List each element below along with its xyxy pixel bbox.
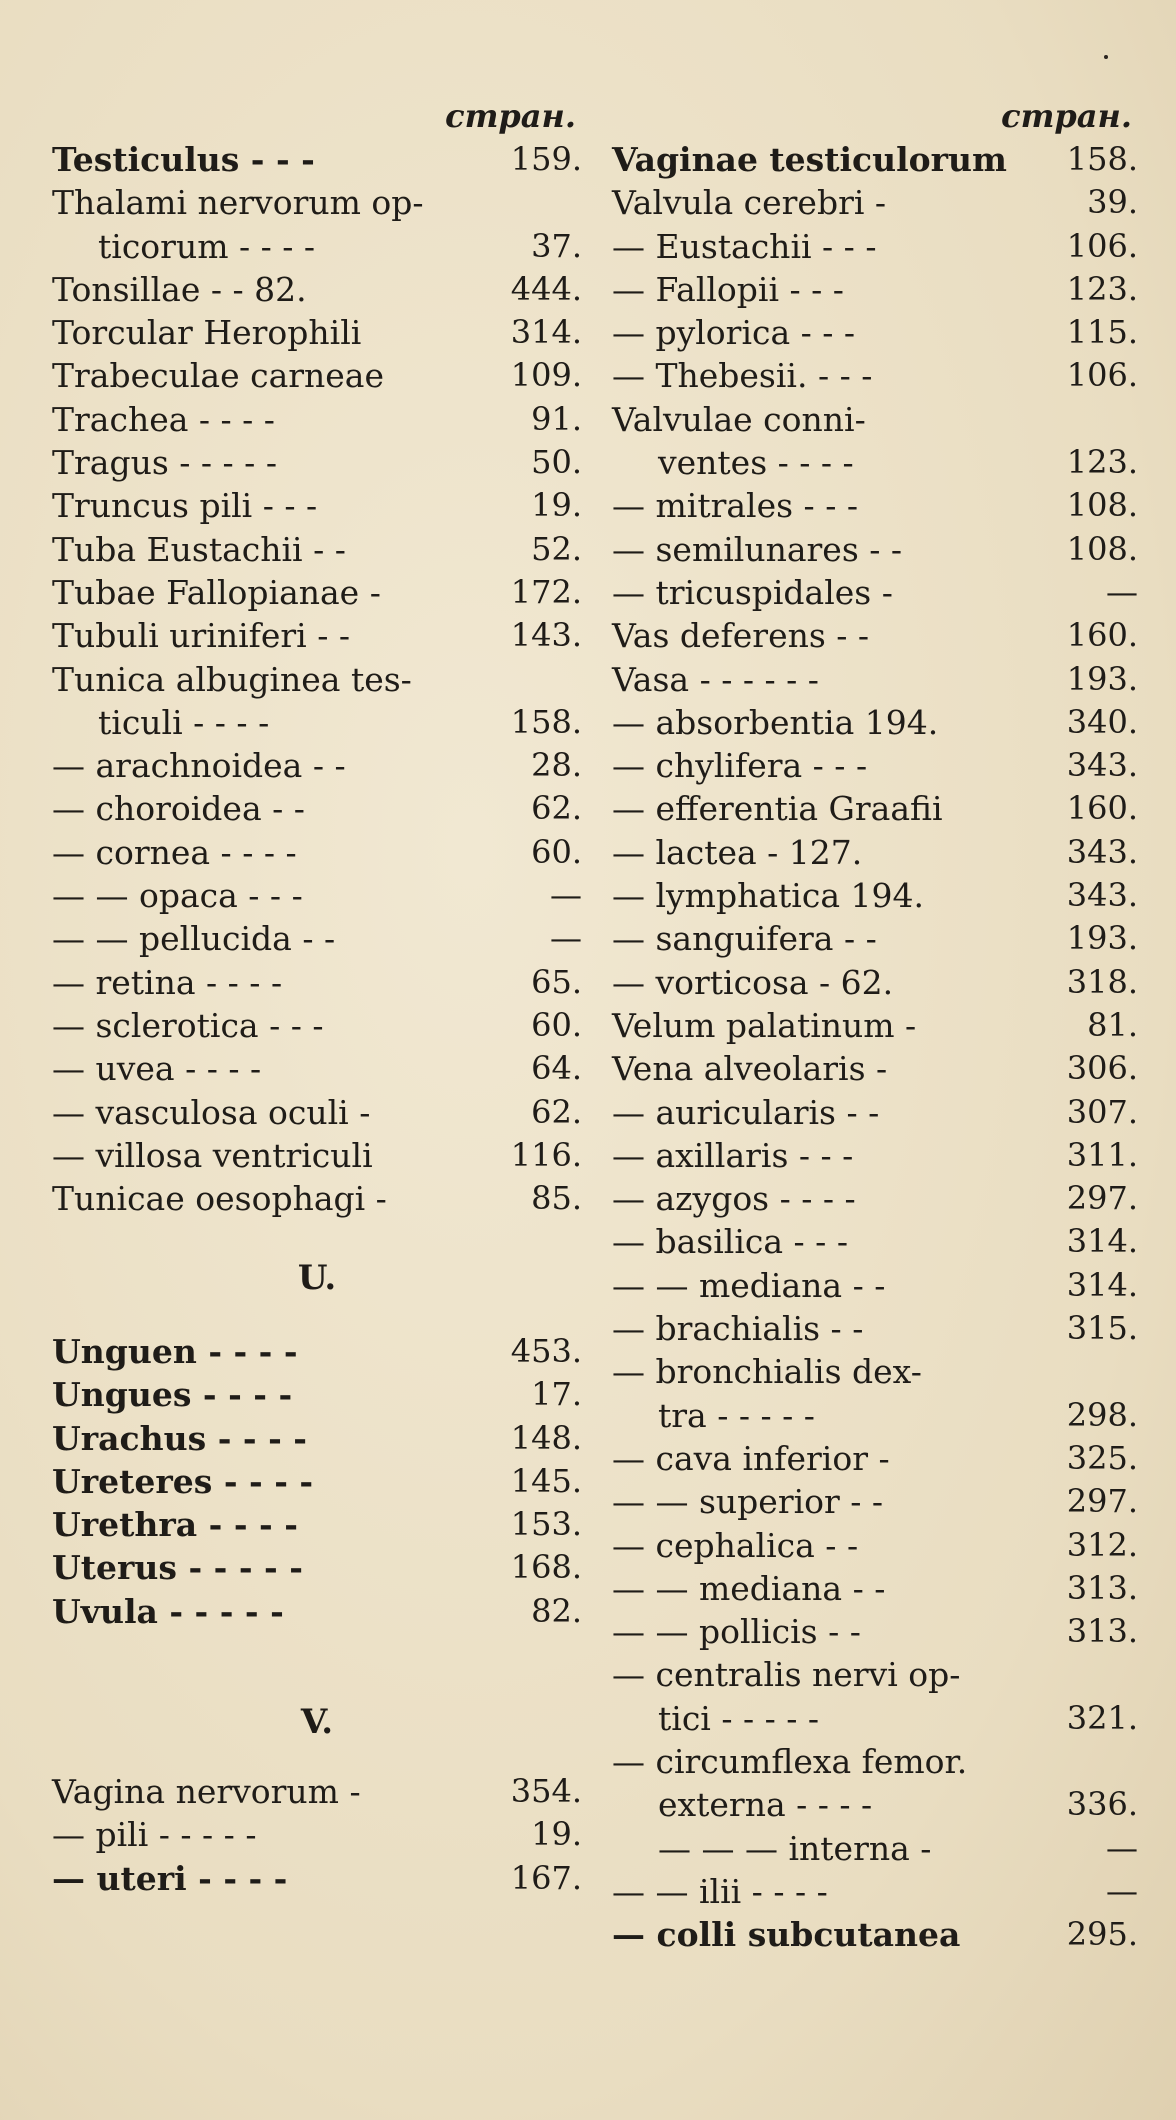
page-column-header: стран. bbox=[1001, 97, 1132, 135]
index-entry: — colli subcutanea 295. bbox=[612, 1915, 1138, 1955]
index-entry: — — pellucida - - — bbox=[52, 919, 582, 959]
index-entry: Tonsillae - - 82. 444. bbox=[52, 269, 582, 309]
index-entry: — pili - - - - - 19. bbox=[52, 1815, 582, 1855]
index-entry: Ungues - - - - 17. bbox=[52, 1375, 582, 1415]
index-entry: — mitrales - - - 108. bbox=[612, 486, 1138, 526]
index-entry: Tunicae oesophagi - 85. bbox=[52, 1179, 582, 1219]
index-entry: Urethra - - - - 153. bbox=[52, 1505, 582, 1545]
index-entry: — — mediana - - 314. bbox=[612, 1265, 1138, 1305]
index-entry: — cornea - - - - 60. bbox=[52, 832, 582, 872]
index-entry: Valvula cerebri - 39. bbox=[612, 183, 1138, 223]
index-entry: Vas deferens - - 160. bbox=[612, 616, 1138, 656]
index-entry: — choroidea - - 62. bbox=[52, 789, 582, 829]
index-entry: Vagina nervorum - 354. bbox=[52, 1772, 582, 1811]
index-entry: — bronchialis dex- bbox=[612, 1352, 922, 1392]
index-entry: — Fallopii - - - 123. bbox=[612, 269, 1138, 309]
index-entry: — arachnoidea - - 28. bbox=[52, 746, 582, 786]
index-entry: — villosa ventriculi 116. bbox=[52, 1135, 582, 1175]
index-entry: Tuba Eustachii - - 52. bbox=[52, 529, 582, 569]
index-entry: — uvea - - - - 64. bbox=[52, 1049, 582, 1089]
index-entry: — uteri - - - - 167. bbox=[52, 1858, 582, 1898]
section-heading-v: V. bbox=[300, 1702, 334, 1742]
section-heading-u: U. bbox=[297, 1258, 337, 1298]
index-entry: — pylorica - - - 115. bbox=[612, 313, 1138, 353]
index-entry: — chylifera - - - 343. bbox=[612, 746, 1138, 786]
index-entry: Ureteres - - - - 145. bbox=[52, 1461, 582, 1501]
page-column-header: стран. bbox=[445, 97, 576, 135]
index-entry: — retina - - - - 65. bbox=[52, 962, 582, 1002]
index-entry: Vena alveolaris - 306. bbox=[612, 1049, 1138, 1089]
left-column bbox=[52, 96, 582, 1220]
index-entry: Tubuli uriniferi - - 143. bbox=[52, 616, 582, 656]
index-entry: — Eustachii - - - 106. bbox=[612, 226, 1138, 266]
index-entry: Testiculus - - - 159. bbox=[52, 140, 582, 179]
index-entry: — centralis nervi op- bbox=[612, 1655, 961, 1695]
ink-mark bbox=[1104, 55, 1108, 59]
index-entry: Trabeculae carneae 109. bbox=[52, 356, 582, 396]
index-entry: ticorum - - - - 37. bbox=[98, 226, 582, 266]
index-entry: Uvula - - - - - 82. bbox=[52, 1591, 582, 1631]
index-entry: — cava inferior - 325. bbox=[612, 1438, 1138, 1478]
index-entry: — efferentia Graafii 160. bbox=[612, 789, 1138, 829]
index-entry: — — pollicis - - 313. bbox=[612, 1612, 1138, 1652]
index-entry: Velum palatinum - 81. bbox=[612, 1005, 1138, 1045]
index-entry: — axillaris - - - 311. bbox=[612, 1135, 1138, 1175]
index-entry: Thalami nervorum op- bbox=[52, 183, 424, 223]
index-entry: ticuli - - - - 158. bbox=[98, 702, 582, 742]
index-entry: Vaginae testiculorum 158. bbox=[612, 140, 1138, 179]
index-entry: — cephalica - - 312. bbox=[612, 1525, 1138, 1565]
index-entry: — auricularis - - 307. bbox=[612, 1092, 1138, 1132]
index-entry: — sclerotica - - - 60. bbox=[52, 1005, 582, 1045]
right-column bbox=[612, 96, 1138, 1956]
index-entry: tici - - - - - 321. bbox=[658, 1698, 1138, 1738]
index-entry: — Thebesii. - - - 106. bbox=[612, 356, 1138, 396]
index-entry: Unguen - - - - 453. bbox=[52, 1332, 582, 1371]
index-entry: Tragus - - - - - 50. bbox=[52, 443, 582, 483]
index-entry: — lactea - 127. 343. bbox=[612, 832, 1138, 872]
index-entry: ventes - - - - 123. bbox=[658, 443, 1138, 483]
index-entry: — — opaca - - - — bbox=[52, 876, 582, 916]
index-entry: Urachus - - - - 148. bbox=[52, 1418, 582, 1458]
index-entry: Vasa - - - - - - 193. bbox=[612, 659, 1138, 699]
index-entry: tra - - - - - 298. bbox=[658, 1395, 1138, 1435]
index-entry: — — superior - - 297. bbox=[612, 1482, 1138, 1522]
index-entry: Truncus pili - - - 19. bbox=[52, 486, 582, 526]
u-section-list bbox=[52, 1330, 582, 1633]
index-entry: Valvulae conni- bbox=[612, 399, 866, 439]
index-entry: — vasculosa oculi - 62. bbox=[52, 1092, 582, 1132]
index-entry: — basilica - - - 314. bbox=[612, 1222, 1138, 1262]
index-entry: — tricuspidales - — bbox=[612, 572, 1138, 612]
index-entry: externa - - - - 336. bbox=[658, 1785, 1138, 1825]
index-entry: — — mediana - - 313. bbox=[612, 1568, 1138, 1608]
index-entry: — semilunares - - 108. bbox=[612, 529, 1138, 569]
index-entry: Trachea - - - - 91. bbox=[52, 399, 582, 439]
index-entry: Uterus - - - - - 168. bbox=[52, 1548, 582, 1588]
index-entry: Tubae Fallopianae - 172. bbox=[52, 572, 582, 612]
index-entry: Torcular Herophili 314. bbox=[52, 313, 582, 353]
index-entry: — vorticosa - 62. 318. bbox=[612, 962, 1138, 1002]
index-entry: — sanguifera - - 193. bbox=[612, 919, 1138, 959]
index-entry: — — ilii - - - - — bbox=[612, 1871, 1138, 1911]
index-entry: — brachialis - - 315. bbox=[612, 1309, 1138, 1349]
index-entry: — azygos - - - - 297. bbox=[612, 1179, 1138, 1219]
index-entry: — absorbentia 194. 340. bbox=[612, 702, 1138, 742]
index-entry: Tunica albuginea tes- bbox=[52, 659, 412, 699]
index-entry: — — — interna - — bbox=[658, 1828, 1138, 1868]
index-entry: — circumflexa femor. bbox=[612, 1741, 968, 1781]
v-section-list bbox=[52, 1770, 582, 1900]
index-entry: — lymphatica 194. 343. bbox=[612, 876, 1138, 916]
